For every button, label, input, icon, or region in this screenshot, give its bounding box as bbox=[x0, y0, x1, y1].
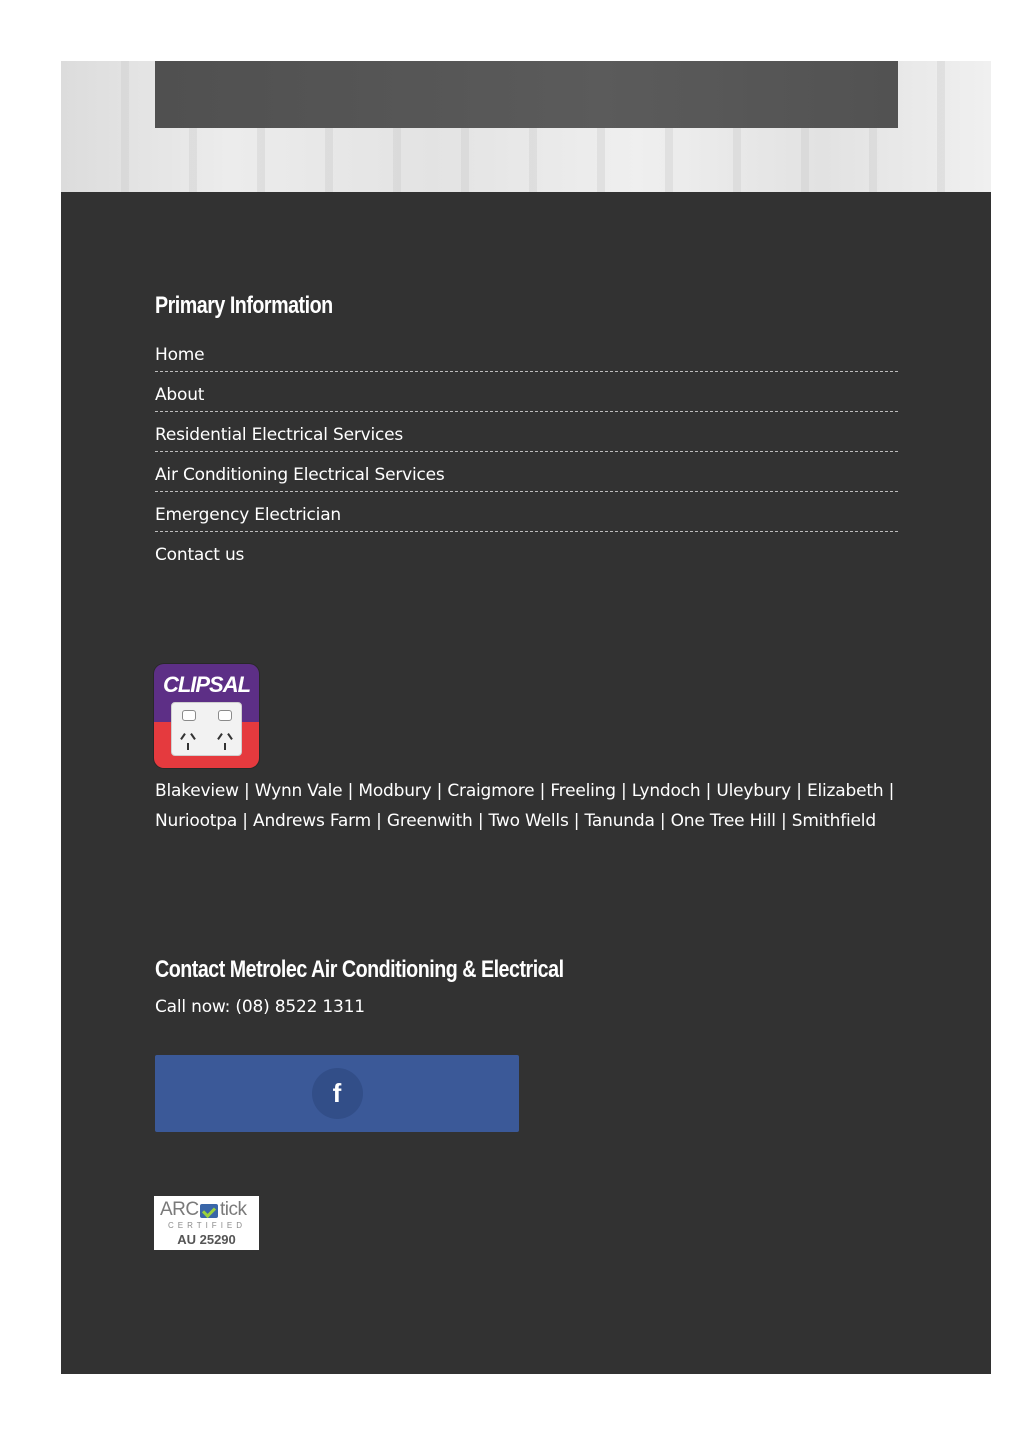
nav-link-home[interactable]: Home bbox=[155, 344, 205, 365]
hero-banner-bar bbox=[155, 61, 898, 128]
arctick-number: AU 25290 bbox=[177, 1232, 236, 1247]
contact-title: Contact Metrolec Air Conditioning & Electrical bbox=[155, 956, 564, 983]
arctick-arc-text: ARC bbox=[160, 1199, 199, 1220]
power-socket-icon bbox=[171, 702, 242, 756]
call-now-text: Call now: (08) 8522 1311 bbox=[155, 997, 365, 1017]
nav-item-contact bbox=[155, 532, 898, 572]
clipsal-logo bbox=[154, 664, 259, 768]
checkmark-icon bbox=[200, 1204, 218, 1218]
socket-pin bbox=[217, 733, 223, 740]
socket-switch-left bbox=[182, 710, 196, 721]
socket-pin bbox=[180, 733, 186, 740]
nav-link-contact[interactable]: Contact us bbox=[155, 545, 245, 565]
nav-item-home bbox=[155, 332, 898, 372]
nav-link-about[interactable]: About bbox=[155, 384, 205, 405]
nav-link-air-conditioning[interactable]: Air Conditioning Electrical Services bbox=[155, 464, 445, 485]
primary-info-nav bbox=[155, 332, 898, 572]
nav-item-residential bbox=[155, 412, 898, 452]
arctick-tick-text: tick bbox=[220, 1199, 247, 1220]
socket-pin bbox=[224, 743, 226, 750]
socket-switch-right bbox=[218, 710, 232, 721]
nav-link-residential[interactable]: Residential Electrical Services bbox=[155, 424, 404, 445]
primary-info-title: Primary Information bbox=[155, 292, 333, 319]
nav-item-air-conditioning bbox=[155, 452, 898, 492]
nav-link-emergency[interactable]: Emergency Electrician bbox=[155, 504, 341, 525]
socket-pin bbox=[187, 743, 189, 750]
service-suburbs-list: Blakeview | Wynn Vale | Modbury | Craigmore | Freeling | Lyndoch | Uleybury | Elizabeth | Nuriootpa | Andrews Farm | Greenwith | Two Wells | Tanunda | One Tree Hill | Smithfield bbox=[155, 781, 895, 831]
facebook-button[interactable] bbox=[155, 1055, 519, 1132]
facebook-icon: f bbox=[312, 1068, 363, 1119]
socket-pin bbox=[190, 733, 196, 740]
nav-item-about bbox=[155, 372, 898, 412]
hero-image bbox=[61, 61, 991, 192]
nav-item-emergency bbox=[155, 492, 898, 532]
site-footer bbox=[61, 192, 991, 1374]
clipsal-logo-text: CLIPSAL bbox=[162, 672, 251, 697]
socket-pin bbox=[227, 733, 233, 740]
arctick-certified-text: CERTIFIED bbox=[167, 1221, 247, 1230]
arctick-certified-badge bbox=[154, 1196, 259, 1250]
